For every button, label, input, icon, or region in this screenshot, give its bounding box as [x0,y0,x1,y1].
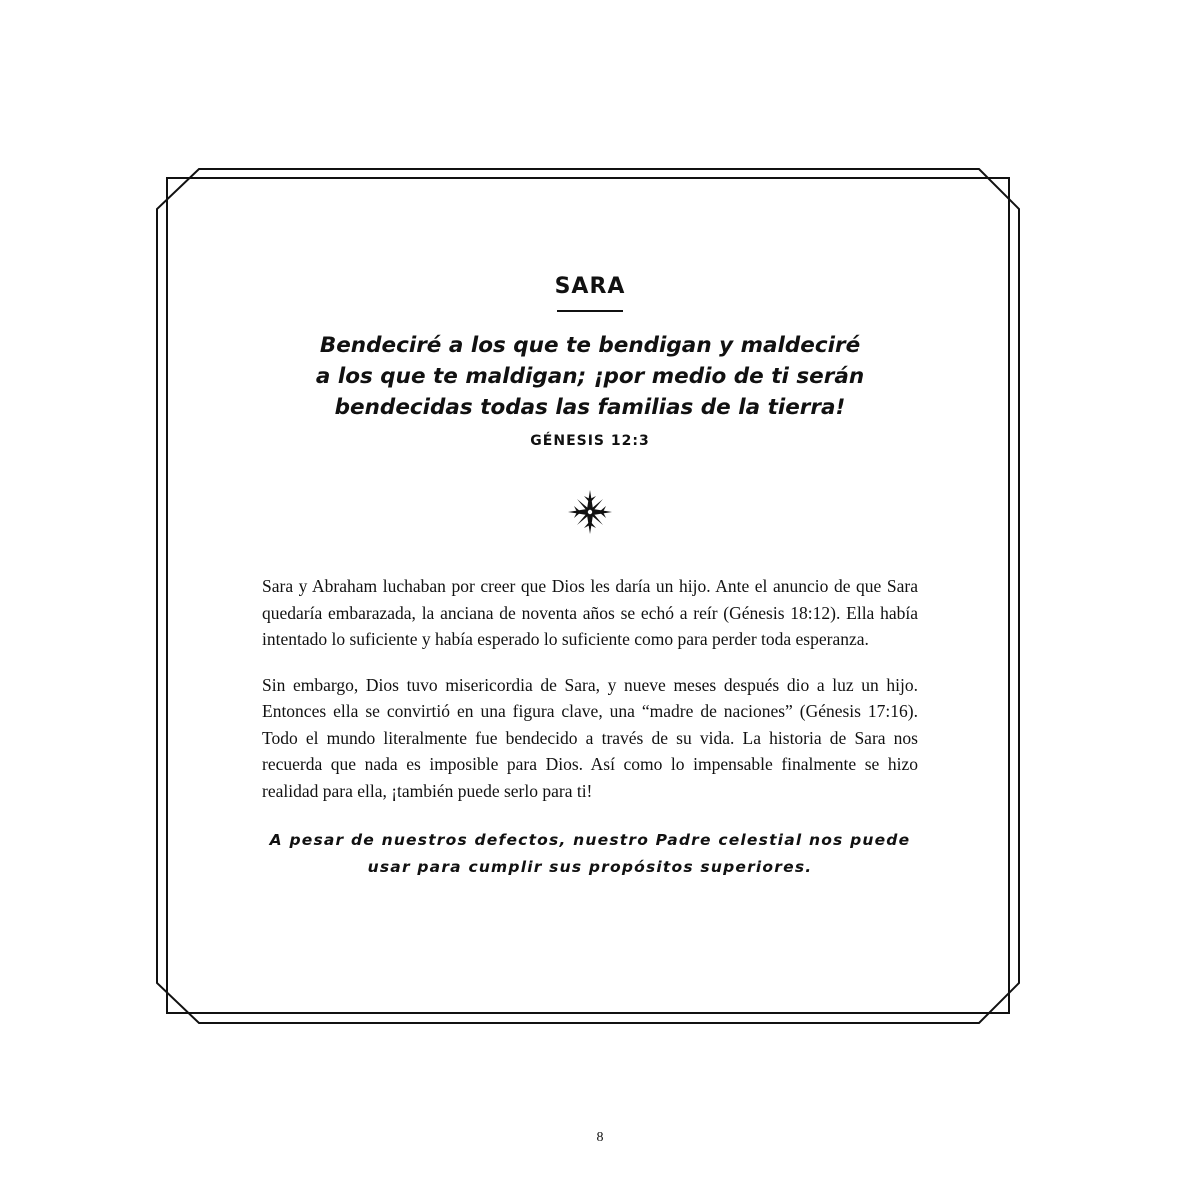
page-title: SARA [554,274,626,299]
closing-line: usar para cumplir sus propósitos superiores. [367,858,813,876]
page-number: 8 [596,1130,604,1145]
verse-reference: GÉNESIS 12:3 [530,433,650,449]
page-content [262,270,918,881]
body-paragraph: Sin embargo, Dios tuvo misericordia de Sara, y nueve meses después dio a luz un hijo. Entonces ella se convirtió en una figura clave, una “madre de naciones” (Génesis 17:16). Todo el mundo literalmente fue bendecido a través de su vida. La historia de Sara nos recuerda que nada es imposible para Dios. Así como lo impensable finalmente se hizo realidad para ella, ¡también puede serlo para ti! [262,674,918,801]
closing-line: A pesar de nuestros defectos, nuestro Padre celestial nos puede [269,831,911,849]
title-underline [557,310,623,312]
closing-statement [262,827,918,881]
body-paragraph: Sara y Abraham luchaban por creer que Dios les daría un hijo. Ante el anuncio de que Sara quedaría embarazada, la anciana de noventa años se echó a reír (Génesis 18:12). Ella había intentado lo suficiente y había esperado lo suficiente como para perder toda esperanza. [262,576,918,649]
verse-line: bendecidas todas las familias de la tierra! [334,395,846,420]
verse-line: Bendeciré a los que te bendigan y maldeciré [319,333,861,358]
verse-line: a los que te maldigan; ¡por medio de ti serán [315,364,865,389]
scripture-verse [262,330,918,423]
compass-star-icon [567,489,613,535]
